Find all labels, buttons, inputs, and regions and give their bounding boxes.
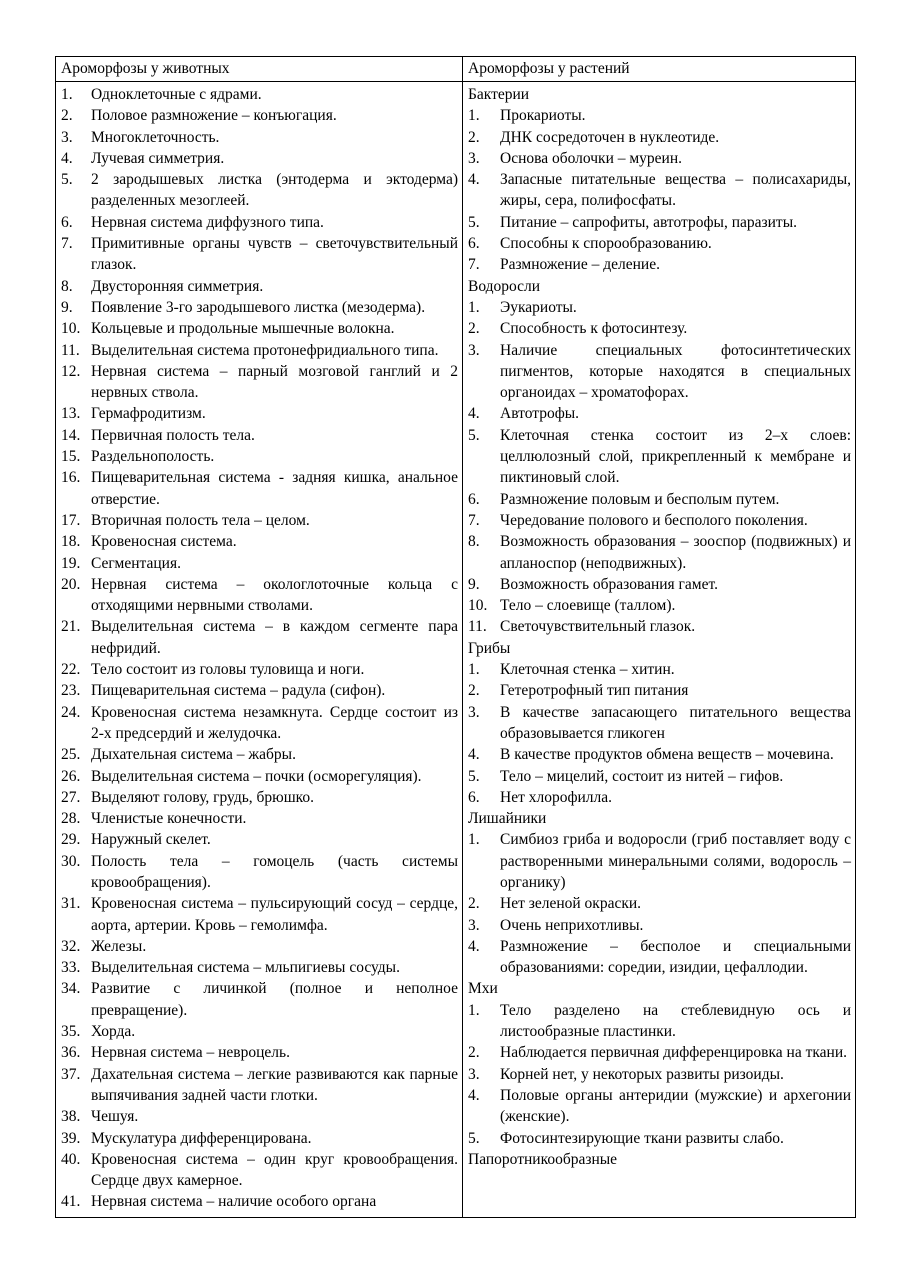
list-item <box>61 105 458 126</box>
list-item-number: 41. <box>61 1193 81 1211</box>
list-item <box>468 297 851 318</box>
list-item-text: Выделяют голову, грудь, брюшко. <box>91 788 315 806</box>
list-item-text: Основа оболочки – муреин. <box>500 149 683 167</box>
list-item <box>61 680 458 701</box>
list-item <box>61 425 458 446</box>
list-item-text: Вторичная полость тела – целом. <box>91 511 310 529</box>
list-item <box>468 915 851 936</box>
list-item-text: Фотосинтезирующие ткани развиты слабо. <box>500 1129 784 1147</box>
list-item-number: 1. <box>468 661 480 679</box>
list-item-number: 15. <box>61 448 81 466</box>
list-item-number: 3. <box>468 916 480 934</box>
list-item-text: Нервная система диффузного типа. <box>91 213 324 231</box>
list-item <box>61 318 458 339</box>
list-item-text: Размножение – деление. <box>500 256 660 274</box>
list-item <box>468 318 851 339</box>
list-item <box>61 148 458 169</box>
plants-cell <box>463 82 856 1218</box>
list-item-text: Способны к спорообразованию. <box>500 235 712 253</box>
list-item <box>61 766 458 787</box>
list-item-number: 18. <box>61 533 81 551</box>
list-item-number: 1. <box>468 1001 480 1019</box>
list-item <box>61 616 458 659</box>
list-item-number: 3. <box>468 341 480 359</box>
list-item-number: 35. <box>61 1023 81 1041</box>
list-item <box>61 510 458 531</box>
list-item-text: Тело разделено на стеблевидную ось и листообразные пластинки. <box>500 1001 851 1041</box>
list-item-text: Одноклеточные с ядрами. <box>91 86 262 103</box>
list-item-number: 32. <box>61 937 81 955</box>
list-item-text: Кровеносная система – один круг кровообращения. Сердце двух камерное. <box>91 1150 458 1190</box>
list-item <box>468 169 851 212</box>
list-item-number: 2. <box>468 320 480 338</box>
table-head <box>56 57 856 82</box>
list-item-text: Тело – мицелий, состоит из нитей – гифов. <box>500 767 784 785</box>
list-item-text: Выделительная система – в каждом сегменте пара нефридий. <box>91 618 458 657</box>
list-item-number: 17. <box>61 511 81 529</box>
list-item-number: 6. <box>61 213 73 231</box>
list-item-number: 16. <box>61 469 81 487</box>
list-item-text: Тело – слоевище (таллом). <box>500 597 676 615</box>
list-item-text: Дахательная система – легкие развиваются как парные выпячивания задней части глотки. <box>91 1065 458 1104</box>
list-item <box>468 659 851 680</box>
list-item-number: 39. <box>61 1129 81 1147</box>
list-item-text: Наружный скелет. <box>91 831 211 849</box>
list-item-number: 38. <box>61 1108 81 1126</box>
list-item-number: 4. <box>468 1086 480 1104</box>
list-item-text: Примитивные органы чувств – светочувствительный глазок. <box>91 235 458 274</box>
list-item-text: Кольцевые и продольные мышечные волокна. <box>91 320 395 338</box>
column-header-animals: Ароморфозы у животных <box>56 57 463 82</box>
animals-cell <box>56 82 463 1218</box>
list-item-number: 4. <box>468 405 480 423</box>
list-item-text: В качестве продуктов обмена веществ – мочевина. <box>500 746 834 764</box>
list-item <box>468 680 851 701</box>
list-item-text: Членистые конечности. <box>91 810 247 828</box>
list-item <box>468 893 851 914</box>
list-item <box>468 936 851 979</box>
list-item <box>61 297 458 318</box>
list-item-text: Многоклеточность. <box>91 128 220 146</box>
list-item-text: Корней нет, у некоторых развиты ризоиды. <box>500 1065 784 1083</box>
list-item <box>61 361 458 404</box>
list-item <box>468 105 851 126</box>
list-item <box>61 84 458 105</box>
list-item-text: Полость тела – гомоцель (часть системы кровообращения). <box>91 852 458 891</box>
list-item <box>468 510 851 531</box>
list-item-text: Эукариоты. <box>500 298 577 316</box>
list-item <box>61 787 458 808</box>
list-item <box>468 1064 851 1085</box>
list-item-text: Размножение половым и бесполым путем. <box>500 490 780 508</box>
list-item <box>61 957 458 978</box>
list-item-number: 37. <box>61 1065 81 1083</box>
list-item-text: Симбиоз гриба и водоросли (гриб поставляет воду с растворенными минеральными солями, водоросль – органику) <box>500 831 851 891</box>
list-item-number: 1. <box>468 107 480 125</box>
list-item <box>61 169 458 212</box>
list-item-text: Нет хлорофилла. <box>500 788 613 806</box>
list-item-number: 6. <box>468 490 480 508</box>
list-item-number: 33. <box>61 959 81 977</box>
list-item-number: 26. <box>61 767 81 785</box>
list-item-number: 4. <box>468 937 480 955</box>
list-item-text: Прокариоты. <box>500 107 586 125</box>
list-item <box>61 1064 458 1107</box>
list-item-number: 2. <box>61 107 73 125</box>
list-item-text: Возможность образования гамет. <box>500 575 718 593</box>
list-item <box>468 489 851 510</box>
list-item <box>468 702 851 745</box>
list-item-number: 1. <box>468 298 480 316</box>
table-row <box>56 82 856 1218</box>
list-item-text: Гетеротрофный тип питания <box>500 682 689 700</box>
list-item <box>61 936 458 957</box>
list-item-text: Наблюдается первичная дифференцировка на ткани. <box>500 1044 848 1062</box>
list-item-number: 25. <box>61 746 81 764</box>
list-item <box>61 446 458 467</box>
list-item-number: 23. <box>61 682 81 700</box>
list-item <box>468 1085 851 1128</box>
list-item-number: 13. <box>61 405 81 423</box>
list-item <box>468 233 851 254</box>
list-item-text: Автотрофы. <box>500 405 580 423</box>
table-header-row <box>56 57 856 82</box>
list-item-number: 30. <box>61 852 81 870</box>
list-item-text: Нервная система – парный мозговой ганглий и 2 нервных ствола. <box>91 362 458 402</box>
list-item-text: ДНК сосредоточен в нуклеотиде. <box>500 128 720 146</box>
list-item <box>468 787 851 808</box>
list-item-text: Первичная полость тела. <box>91 426 255 444</box>
list-item-number: 7. <box>61 235 73 253</box>
list-item <box>468 829 851 893</box>
list-item <box>61 127 458 148</box>
list-item <box>468 425 851 489</box>
list-item <box>468 595 851 616</box>
list-item-number: 7. <box>468 511 480 529</box>
list-item-text: Гермафродитизм. <box>91 405 206 423</box>
list-item-number: 6. <box>468 788 480 806</box>
list-item-number: 8. <box>468 533 480 551</box>
list-item <box>468 403 851 424</box>
list-group-heading: Бактерии <box>468 86 530 103</box>
list-item-number: 24. <box>61 703 81 721</box>
list-item-number: 9. <box>468 575 480 593</box>
list-item-text: Пищеварительная система – радула (сифон). <box>91 682 386 700</box>
list-item-text: Питание – сапрофиты, автотрофы, паразиты. <box>500 213 797 231</box>
list-item-number: 6. <box>468 235 480 253</box>
list-item <box>61 851 458 894</box>
list-item-number: 3. <box>468 149 480 167</box>
list-item-text: Нервная система – невроцель. <box>91 1044 290 1062</box>
list-item-text: Светочувствительный глазок. <box>500 618 696 636</box>
list-group-heading: Водоросли <box>468 277 541 295</box>
list-item-number: 2. <box>468 1044 480 1062</box>
list-item-number: 22. <box>61 661 81 679</box>
list-item-text: Нервная система – окологлоточные кольца с отходящими нервными стволами. <box>91 575 458 615</box>
list-item-text: Половое размножение – конъюгация. <box>91 107 337 125</box>
list-item-number: 40. <box>61 1150 81 1168</box>
list-item-number: 2. <box>468 128 480 146</box>
list-item-number: 4. <box>468 171 480 189</box>
list-item-text: Размножение – бесполое и специальными образованиями: соредии, изидии, цефаллодии. <box>500 937 851 977</box>
list-item-number: 5. <box>61 171 73 189</box>
list-item-number: 2. <box>468 895 480 913</box>
list-item-text: Хорда. <box>91 1023 136 1041</box>
list-item <box>61 1149 458 1192</box>
list-item <box>468 616 851 637</box>
list-item <box>61 1042 458 1063</box>
list-item <box>61 233 458 276</box>
list-item-text: Появление 3-го зародышевого листка (мезодерма). <box>91 298 426 316</box>
list-item-number: 1. <box>468 831 480 849</box>
list-item <box>468 148 851 169</box>
list-item-text: Кровеносная система – пульсирующий сосуд – сердце, аорта, артерии. Кровь – гемолимфа. <box>91 895 458 934</box>
list-item-number: 4. <box>61 149 73 167</box>
list-item-text: Кровеносная система. <box>91 533 237 551</box>
list-item-number: 10. <box>61 320 81 338</box>
list-item-text: Пищеварительная система - задняя кишка, анальное отверстие. <box>91 469 458 508</box>
list-item <box>61 1021 458 1042</box>
list-item-text: Развитие с личинкой (полное и неполное превращение). <box>91 980 458 1019</box>
table-body <box>56 82 856 1218</box>
list-item-text: Клеточная стенка состоит из 2–х слоев: целлюлозный слой, прикрепленный к мембране и пиктиновый слой. <box>500 426 851 487</box>
list-item <box>468 212 851 233</box>
list-group-heading: Папоротникообразные <box>468 1150 618 1168</box>
list-item-text: Наличие специальных фотосинтетических пигментов, которые находятся в специальных органоидах – хроматофорах. <box>500 341 851 402</box>
aromorphoses-table <box>55 56 856 1218</box>
list-item <box>61 212 458 233</box>
list-item <box>61 531 458 552</box>
list-item-number: 36. <box>61 1044 81 1062</box>
list-item-text: Железы. <box>91 937 147 955</box>
list-item-text: Запасные питательные вещества – полисахариды, жиры, сера, полифосфаты. <box>500 171 851 210</box>
list-item <box>468 1000 851 1043</box>
list-item-text: Двусторонняя симметрия. <box>91 277 264 295</box>
list-item-number: 27. <box>61 788 81 806</box>
list-item-number: 28. <box>61 810 81 828</box>
list-item-text: Лучевая симметрия. <box>91 149 225 167</box>
list-item-number: 5. <box>468 1129 480 1147</box>
list-item-number: 20. <box>61 575 81 593</box>
list-item-text: Кровеносная система незамкнута. Сердце состоит из 2-х предсердий и желудочка. <box>91 703 458 742</box>
list-item-number: 5. <box>468 213 480 231</box>
list-item <box>61 403 458 424</box>
list-item-number: 5. <box>468 426 480 444</box>
list-item-number: 9. <box>61 298 73 316</box>
list-item-number: 1. <box>61 86 73 103</box>
list-item <box>468 766 851 787</box>
list-item <box>61 808 458 829</box>
list-item-number: 7. <box>468 256 480 274</box>
list-item <box>468 531 851 574</box>
list-item-text: Тело состоит из головы туловища и ноги. <box>91 661 365 679</box>
list-item <box>61 553 458 574</box>
list-item <box>61 1191 458 1212</box>
list-item-text: Нет зеленой окраски. <box>500 895 642 913</box>
list-item-text: В качестве запасающего питательного вещества образовывается гликоген <box>500 703 851 742</box>
column-header-plants: Ароморфозы у растений <box>463 57 856 82</box>
list-item-number: 3. <box>468 703 480 721</box>
list-item-text: Очень неприхотливы. <box>500 916 644 934</box>
list-group-heading: Лишайники <box>468 810 547 828</box>
list-item-number: 2. <box>468 682 480 700</box>
list-item-number: 3. <box>61 128 73 146</box>
list-item <box>468 744 851 765</box>
list-item-number: 21. <box>61 618 81 636</box>
animals-list <box>61 84 458 1213</box>
list-item <box>61 1106 458 1127</box>
list-item <box>61 702 458 745</box>
list-item-number: 3. <box>468 1065 480 1083</box>
list-item <box>468 1128 851 1149</box>
list-item-text: Дыхательная система – жабры. <box>91 746 296 764</box>
list-item <box>61 276 458 297</box>
list-item <box>468 574 851 595</box>
list-item-text: Чередование полового и бесполого поколения. <box>500 511 808 529</box>
list-item-number: 8. <box>61 277 73 295</box>
list-item-text: Раздельнополость. <box>91 448 215 466</box>
list-item-text: Выделительная система – почки (осморегуляция). <box>91 767 422 785</box>
list-item <box>61 829 458 850</box>
list-item-text: Клеточная стенка – хитин. <box>500 661 675 679</box>
list-item-text: Мускулатура дифференцирована. <box>91 1129 312 1147</box>
list-item-text: Чешуя. <box>91 1108 139 1126</box>
list-item-number: 11. <box>468 618 487 636</box>
list-item-number: 29. <box>61 831 81 849</box>
list-item <box>468 254 851 275</box>
list-item-text: Сегментация. <box>91 554 181 572</box>
list-item-text: Выделительная система протонефридиального типа. <box>91 341 439 359</box>
list-item-text: Выделительная система – мльпигиевы сосуды. <box>91 959 400 977</box>
list-item-text: 2 зародышевых листка (энтодерма и эктодерма) разделенных мезоглеей. <box>91 171 458 210</box>
list-item-text: Нервная система – наличие особого органа <box>91 1193 377 1211</box>
list-item-text: Половые органы антеридии (мужские) и архегонии (женские). <box>500 1086 851 1126</box>
list-item-text: Способность к фотосинтезу. <box>500 320 688 338</box>
list-item <box>468 340 851 404</box>
list-item-number: 12. <box>61 362 81 380</box>
list-item-number: 5. <box>468 767 480 785</box>
list-group-heading: Мхи <box>468 980 498 998</box>
plants-list <box>468 84 851 1170</box>
list-item <box>468 1042 851 1063</box>
list-item-number: 34. <box>61 980 81 998</box>
list-item-text: Возможность образования – зооспор (подвижных) и апланоспор (неподвижных). <box>500 533 851 572</box>
list-item-number: 10. <box>468 597 488 615</box>
list-item <box>61 744 458 765</box>
list-item <box>468 127 851 148</box>
list-item-number: 4. <box>468 746 480 764</box>
list-item <box>61 574 458 617</box>
list-item <box>61 978 458 1021</box>
list-item-number: 19. <box>61 554 81 572</box>
list-item-number: 11. <box>61 341 80 359</box>
list-item-number: 31. <box>61 895 81 913</box>
list-item <box>61 1128 458 1149</box>
list-item <box>61 893 458 936</box>
list-item <box>61 467 458 510</box>
list-group-heading: Грибы <box>468 639 511 657</box>
list-item <box>61 659 458 680</box>
list-item <box>61 340 458 361</box>
list-item-number: 14. <box>61 426 81 444</box>
